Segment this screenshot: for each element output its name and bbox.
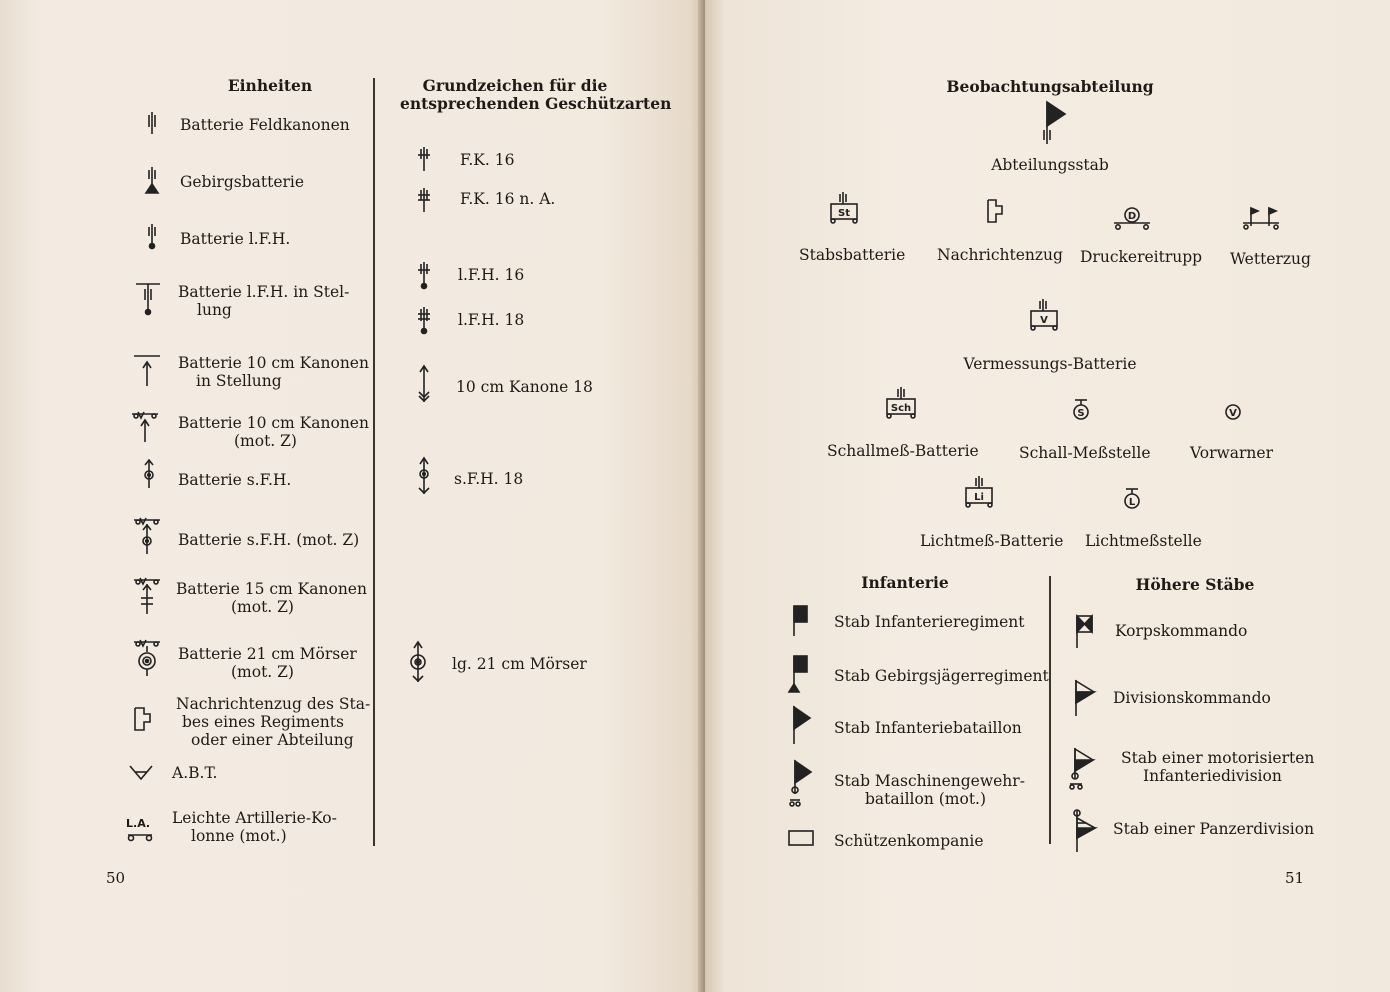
21cm-moerser-icon <box>132 638 162 682</box>
unit-label: Batterie 15 cm Kanonen <box>176 580 367 598</box>
label-schallmess-batterie: Schallmeß-Batterie <box>827 442 979 460</box>
la-badge: L.A. <box>126 817 151 830</box>
label-druckereitrupp: Druckereitrupp <box>1080 248 1203 266</box>
badge-vw: V <box>1229 408 1237 419</box>
unit-label: A.B.T. <box>172 764 218 782</box>
heading-grundzeichen-2: entsprechenden Geschützarten <box>400 94 672 113</box>
heading-hoehere-staebe: Höhere Stäbe <box>1135 575 1255 594</box>
lichtmessstelle-icon <box>1121 486 1143 514</box>
feldkanonen-icon <box>140 110 164 136</box>
abt-icon <box>127 762 155 782</box>
infanterie-label: Stab Gebirgsjägerregiment <box>834 667 1049 685</box>
infanterie-label: Schützenkompanie <box>834 832 984 850</box>
hoehere-label: Stab einer Panzerdivision <box>1113 820 1315 838</box>
wetterzug-icon <box>1241 206 1281 234</box>
lfh-icon <box>140 222 164 250</box>
abteilungsstab-flag-icon <box>1039 100 1069 148</box>
unit-label-cont: (mot. Z) <box>234 432 297 450</box>
unit-label: Gebirgsbatterie <box>180 173 305 191</box>
nachrichtenzug-icon <box>985 198 1007 226</box>
infanterie-label: Stab Infanterieregiment <box>834 613 1025 631</box>
badge-l: L <box>1128 497 1136 508</box>
gun-label: lg. 21 cm Mörser <box>452 655 587 673</box>
infanterie-label-cont: bataillon (mot.) <box>865 790 987 808</box>
druckereitrupp-icon <box>1112 204 1152 232</box>
stab-infanterieregiment-icon <box>791 604 811 638</box>
hoehere-label-cont: Infanteriedivision <box>1143 767 1282 785</box>
label-abteilungsstab: Abteilungsstab <box>991 156 1109 174</box>
gun-label: F.K. 16 n. A. <box>460 190 556 208</box>
label-nachrichtenzug: Nachrichtenzug <box>937 246 1063 264</box>
gun-label: s.F.H. 18 <box>454 470 524 488</box>
unit-label-cont: lonne (mot.) <box>191 827 287 845</box>
unit-label: Batterie Feldkanonen <box>180 116 350 134</box>
stabsbatterie-icon <box>825 190 861 226</box>
hoehere-label: Korpskommando <box>1115 622 1248 640</box>
schuetzenkompanie-icon <box>787 828 815 848</box>
label-vorwarner: Vorwarner <box>1190 444 1273 462</box>
unit-label-cont: bes eines Regiments <box>182 713 344 731</box>
unit-label: Batterie s.F.H. (mot. Z) <box>178 531 360 549</box>
vermessungs-batterie-icon <box>1025 297 1061 335</box>
badge-sch: Sch <box>890 403 912 414</box>
stab-gebirgsjaegerregiment-icon <box>789 654 811 694</box>
right-page <box>705 0 1390 992</box>
schall-messstelle-icon <box>1070 397 1092 425</box>
label-lichtmess-batterie: Lichtmeß-Batterie <box>920 532 1064 550</box>
label-schall-messstelle: Schall-Meßstelle <box>1019 444 1151 462</box>
infanterie-label: Stab Infanteriebataillon <box>834 719 1022 737</box>
15cm-mot-icon <box>132 576 162 616</box>
lfh18-icon <box>412 305 436 335</box>
page-number-left: 50 <box>106 869 126 887</box>
stab-mg-bataillon-icon <box>789 758 813 808</box>
gun-label: 10 cm Kanone 18 <box>456 378 593 396</box>
divisionskommando-icon <box>1072 678 1098 720</box>
sfh-mot-icon <box>132 516 162 556</box>
panzerdivision-icon <box>1071 808 1099 854</box>
badge-v: V <box>1040 315 1048 326</box>
unit-label-cont: lung <box>197 301 232 319</box>
stab-infanteriebataillon-icon <box>791 704 813 746</box>
unit-label: Batterie l.F.H. <box>180 230 291 248</box>
fk16-icon <box>412 145 436 173</box>
column-divider-right <box>1049 576 1051 844</box>
nachrichtenzug-icon <box>132 706 154 732</box>
schallmess-batterie-icon <box>881 385 921 423</box>
heading-grundzeichen-1: Grundzeichen für die <box>422 76 608 95</box>
unit-label: Batterie s.F.H. <box>178 471 292 489</box>
badge-st: St <box>838 208 850 219</box>
label-stabsbatterie: Stabsbatterie <box>799 246 906 264</box>
label-wetterzug: Wetterzug <box>1230 250 1311 268</box>
korpskommando-icon <box>1073 614 1097 650</box>
heading-infanterie: Infanterie <box>861 573 949 592</box>
unit-label: Batterie 10 cm Kanonen <box>178 414 369 432</box>
unit-label-cont: (mot. Z) <box>231 598 294 616</box>
lfh16-icon <box>412 260 436 290</box>
la-icon <box>126 830 154 842</box>
column-divider <box>373 78 375 846</box>
lfh-stellung-icon <box>134 280 162 316</box>
lg21cm-icon <box>406 640 430 686</box>
gun-label: F.K. 16 <box>460 151 515 169</box>
hoehere-label: Stab einer motorisierten <box>1121 749 1315 767</box>
unit-label-cont: oder einer Abteilung <box>191 731 354 749</box>
unit-label: Nachrichtenzug des Sta- <box>176 695 371 713</box>
infanterie-label: Stab Maschinengewehr- <box>834 772 1025 790</box>
badge-s: S <box>1077 408 1085 419</box>
unit-label-cont: in Stellung <box>196 372 282 390</box>
label-vermessungs-batterie: Vermessungs-Batterie <box>963 355 1137 373</box>
fk16na-icon <box>412 186 436 214</box>
heading-beobachtungsabteilung: Beobachtungsabteilung <box>946 77 1154 96</box>
10cm-stellung-icon <box>132 352 162 388</box>
badge-d: D <box>1127 211 1137 222</box>
unit-label: Batterie 21 cm Mörser <box>178 645 357 663</box>
gun-label: l.F.H. 16 <box>458 266 525 284</box>
page-number-right: 51 <box>1285 869 1305 887</box>
unit-label: Batterie 10 cm Kanonen <box>178 354 369 372</box>
10cm-kanone-icon <box>413 364 435 406</box>
unit-label: Leichte Artillerie-Ko- <box>172 809 337 827</box>
badge-li: Li <box>974 492 984 503</box>
heading-einheiten: Einheiten <box>227 76 313 95</box>
sfh-icon <box>138 458 160 492</box>
10cm-mot-icon <box>130 410 160 444</box>
vorwarner-icon <box>1223 402 1243 422</box>
gun-label: l.F.H. 18 <box>458 311 525 329</box>
label-lichtmessstelle: Lichtmeßstelle <box>1085 532 1202 550</box>
unit-label: Batterie l.F.H. in Stel- <box>178 283 350 301</box>
hoehere-label: Divisionskommando <box>1113 689 1271 707</box>
mot-infanteriedivision-icon <box>1069 746 1097 790</box>
unit-label-cont: (mot. Z) <box>231 663 294 681</box>
gebirgsbatterie-icon <box>140 165 164 195</box>
lichtmess-batterie-icon <box>959 474 999 512</box>
sfh18-icon <box>413 456 435 498</box>
